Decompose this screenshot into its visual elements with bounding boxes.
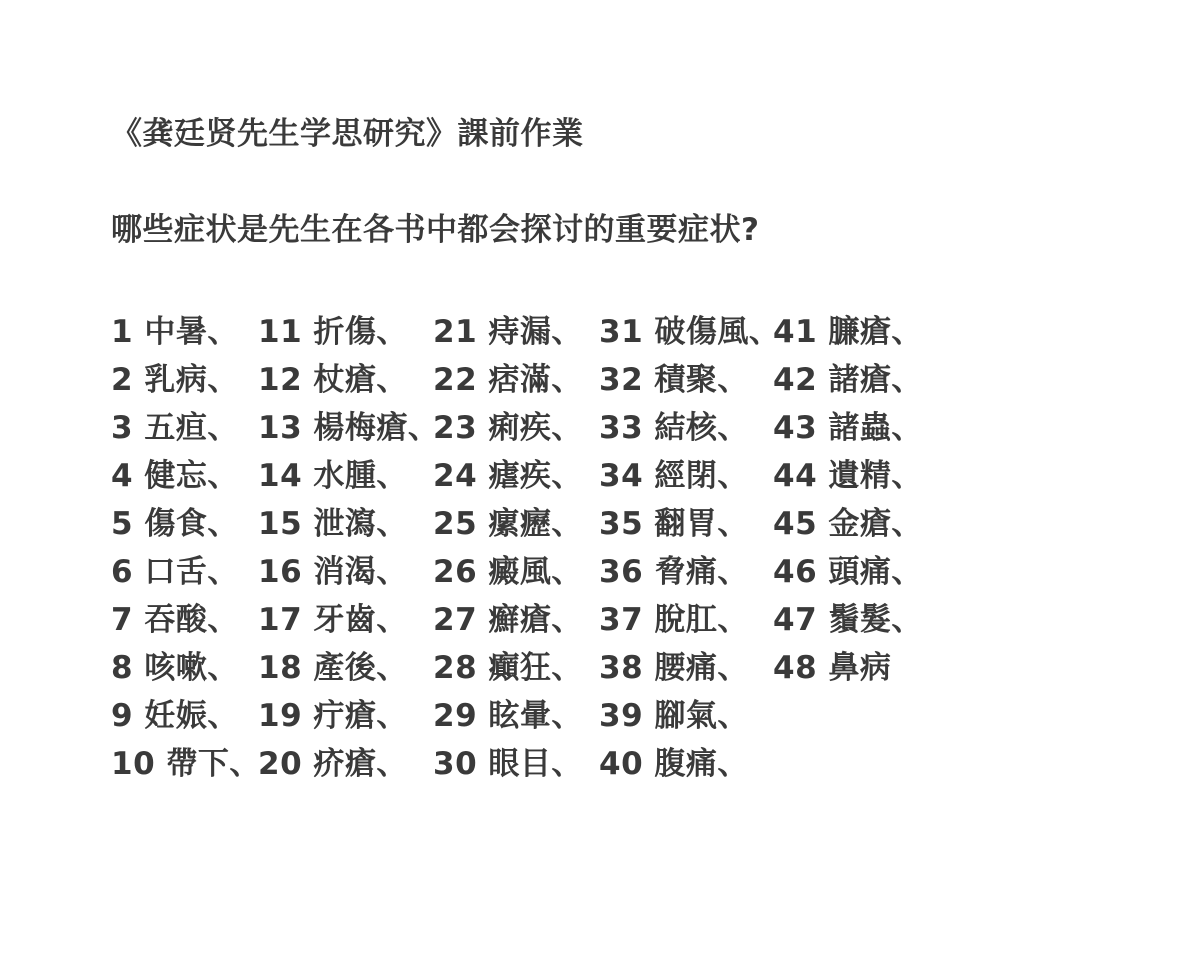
symptom-item: 18 產後、: [258, 649, 408, 686]
symptom-item: 14 水腫、: [258, 457, 408, 494]
symptom-item: 3 五疸、: [111, 409, 239, 446]
question-text: 哪些症状是先生在各书中都会探讨的重要症状?: [111, 212, 760, 248]
symptom-item: 5 傷食、: [111, 505, 239, 542]
symptom-item: 26 癜風、: [433, 553, 583, 590]
symptom-item: 25 瘰癧、: [433, 505, 583, 542]
symptom-item: 1 中暑、: [111, 313, 239, 350]
symptom-item: 11 折傷、: [258, 313, 408, 350]
symptom-item: 47 鬚髮、: [773, 601, 923, 638]
symptom-item: 2 乳病、: [111, 361, 239, 398]
symptom-item: 19 疔瘡、: [258, 697, 408, 734]
symptom-item: 16 消渴、: [258, 553, 408, 590]
symptom-item: 40 腹痛、: [599, 745, 749, 782]
symptom-item: 39 腳氣、: [599, 697, 749, 734]
symptom-item: 44 遺精、: [773, 457, 923, 494]
symptom-item: 37 脫肛、: [599, 601, 749, 638]
document-title: 《龚廷贤先生学思研究》課前作業: [111, 116, 584, 152]
symptom-item: 13 楊梅瘡、: [258, 409, 440, 446]
symptom-list: [111, 304, 953, 784]
symptom-item: 36 脅痛、: [599, 553, 749, 590]
symptom-item: 20 疥瘡、: [258, 745, 408, 782]
symptom-item: 21 痔漏、: [433, 313, 583, 350]
symptom-item: 6 口舌、: [111, 553, 239, 590]
symptom-item: 23 痢疾、: [433, 409, 583, 446]
symptom-item: 8 咳嗽、: [111, 649, 239, 686]
symptom-item: 27 癬瘡、: [433, 601, 583, 638]
symptom-item: 22 痞滿、: [433, 361, 583, 398]
symptom-item: 48 鼻病: [773, 649, 892, 686]
symptom-item: 34 經閉、: [599, 457, 749, 494]
symptom-item: 33 結核、: [599, 409, 749, 446]
symptom-item: 10 帶下、: [111, 745, 261, 782]
symptom-item: 38 腰痛、: [599, 649, 749, 686]
symptom-item: 4 健忘、: [111, 457, 239, 494]
symptom-item: 29 眩暈、: [433, 697, 583, 734]
symptom-item: 28 癲狂、: [433, 649, 583, 686]
symptom-item: 15 泄瀉、: [258, 505, 408, 542]
symptom-item: 31 破傷風、: [599, 313, 781, 350]
symptom-item: 42 諸瘡、: [773, 361, 923, 398]
symptom-item: 41 臁瘡、: [773, 313, 923, 350]
symptom-item: 32 積聚、: [599, 361, 749, 398]
symptom-item: 17 牙齒、: [258, 601, 408, 638]
symptom-item: 46 頭痛、: [773, 553, 923, 590]
symptom-item: 12 杖瘡、: [258, 361, 408, 398]
symptom-item: 45 金瘡、: [773, 505, 923, 542]
symptom-item: 7 吞酸、: [111, 601, 239, 638]
symptom-item: 43 諸蟲、: [773, 409, 923, 446]
symptom-item: 30 眼目、: [433, 745, 583, 782]
symptom-item: 9 妊娠、: [111, 697, 239, 734]
symptom-item: 35 翻胃、: [599, 505, 749, 542]
symptom-item: 24 瘧疾、: [433, 457, 583, 494]
